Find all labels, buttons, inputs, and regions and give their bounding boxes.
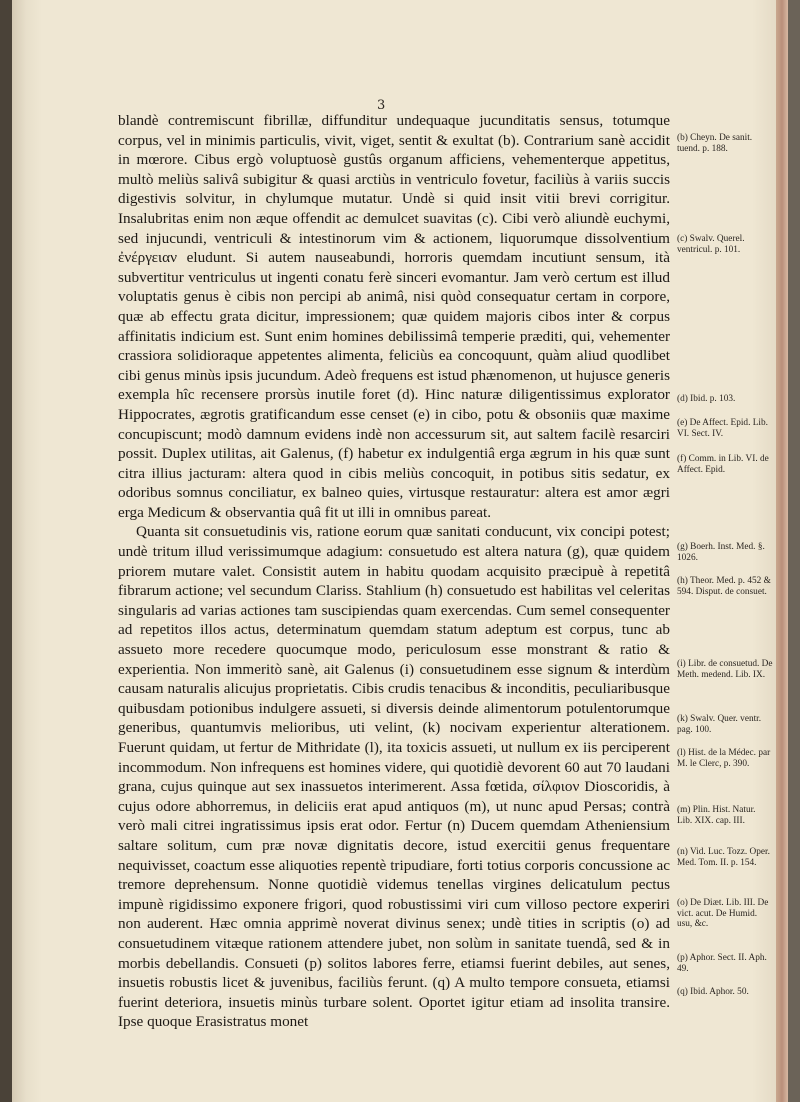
page-number: 3 [377, 98, 386, 113]
margin-note: (f) Comm. in Lib. VI. de Affect. Epid. [677, 454, 769, 475]
margin-note: (b) Cheyn. De sanit. tuend. p. 188. [677, 133, 753, 154]
margin-note: (q) Ibid. Aphor. 50. [677, 987, 749, 997]
paragraph-1: blandè contremiscunt fibrillæ, diffunditur undequaque jucunditatis sensus, totumque corpus, vel in minimis particulis, vivit, viget, sentit & exultat (b). Contrarium sanè accidit in mœrore. Cibus ergò voluptuosè gustûs organum afficiens, vehementerque appetitus, multò meliùs salivâ subigitur & quasi arctiùs in ventriculo fovetur, faciliùs à variis succis digestivis solvitur, in chylumque mutatur. Undè si quid insit vitii brevi corrigitur. Insalubritas enim non æque offendit ac demulcet suavitas (c). Cibi verò aliundè euchymi, sed injucundi, ventriculi & intestinorum vim & actionem, liquorumque dissolventium ἐνέργειαν eludunt. Si autem nauseabundi, horroris quemdam incutiunt sensum, ità subvertitur ventriculus ut ingenti conatu ferè sinceri evomantur. Jam verò certum est illud voluptatis genus è cibis non percipi ab animâ, nisi quòd consequatur certam in corpore, quæ ab effectu grata dicitur, impressionem; quæ quidem majoris cibos inter & corpus affinitatis indicium est. Sunt enim homines debilissimâ temperie præditi, qui, vehementer crassiora solidioraque appetentes alimenta, feliciùs ea concoquunt, quàm aliud quodlibet cibi genus minùs ipsis jucundum. Adeò frequens est istud phænomenon, ut hujusce generis exempla hîc recensere prorsùs inutile foret (d). Hinc naturæ diligentissimus explorator Hippocrates, ægrotis gratificandum esse censet (e) in cibo, potu & obsoniis quæ maxime concupiscunt; modò damnum evidens indè non accessurum sit, aut saltem facilè resarciri possit. Duplex utilitas, ait Galenus, (f) habetur ex indulgentiâ erga ægrum in his quæ sunt citra illius jacturam: altera quod in cibis meliùs concoquit, in potibus sitis sedatur, ex odoribus somnus conciliatur, ex balneo quies, virtusque restauratur: altera est amor ægri erga Medicum & observantia quâ fit ut illi in omnibus pareat. [118, 112, 670, 521]
margin-note: (m) Plin. Hist. Natur. Lib. XIX. cap. III. [677, 805, 756, 826]
margin-note: (p) Aphor. Sect. II. Aph. 49. [677, 953, 767, 974]
margin-note: (d) Ibid. p. 103. [677, 394, 736, 404]
main-text [118, 111, 670, 1032]
margin-note: (h) Theor. Med. p. 452 & 594. Disput. de consuet. [677, 576, 771, 597]
margin-note: (e) De Affect. Epid. Lib. VI. Sect. IV. [677, 418, 768, 439]
margin-note: (c) Swalv. Querel. ventricul. p. 101. [677, 234, 745, 255]
book-spine-shadow [0, 0, 12, 1102]
margin-note: (g) Boerh. Inst. Med. §. 1026. [677, 542, 765, 563]
margin-note: (o) De Diæt. Lib. III. De vict. acut. De Humid. usu, &c. [677, 898, 769, 930]
margin-note: (i) Libr. de consuetud. De Meth. medend. Lib. IX. [677, 659, 773, 680]
margin-note: (k) Swalv. Quer. ventr. pag. 100. [677, 714, 762, 735]
margin-note: (l) Hist. de la Médec. par M. le Clerc, p. 390. [677, 748, 771, 769]
margin-note: (n) Vid. Luc. Tozz. Oper. Med. Tom. II. p. 154. [677, 847, 770, 868]
paragraph-2: Quanta sit consuetudinis vis, ratione eorum quæ sanitati conducunt, vix concipi potest; undè tritum illud verissimumque adagium: consuetudo est altera natura (g), quæ quidem priorem mutare valet. Consistit autem in habitu quodam acquisito præcipuè à repetitâ fibrarum actione; vel secundum Clariss. Stahlium (h) consuetudo est habilitas vel celeritas singularis ad varias actiones tam suscipiendas quam exercendas. Cum semel consequenter ad repetitos illos actus, determinatum quemdam statum adeptum est corpus, tunc ab assueto more recedere quocumque modo, periculosum esse monstrant & ratio & experientia. Non immeritò sanè, ait Galenus (i) consuetudinem esse signum & interdùm causam naturalis alicujus proprietatis. Cibis crudis tenacibus & inconditis, peculiaribusque quibusdam potionibus indulgere assueti, si diversis deinde alimentorum potulentorumque generibus, quantumvis melioribus, uti velint, (k) nocivam experientur alterationem. Fuerunt quidam, ut fertur de Mithridate (l), ita toxicis assueti, ut nullum ex iis perciperent incommodum. Non infrequens est homines videre, qui quotidiè devorent 60 aut 70 laudani grana, cujus quinque aut sex inassuetos interimerent. Assa fœtida, σίλφιον Dioscoridis, à cujus odore abhorremus, in deliciis erat apud antiquos (m), ut nunc apud Persas; contrà verò mali citrei ingratissimus ipsis erat odor. Fertur (n) Ducem quemdam Atheniensium saltare solitum, cum præ novæ dignitatis decore, istud exercitii genus frequentare nequivisset, coactum esse aliquoties repentè tripudiare, forti totius corporis concussione ac tremore deprehensum. Nonne quotidiè videmus tenellas virgines delicatulum pectus impunè rigidissimo exponere frigori, quod robustissimi viri cum villoso pectore experiri non auderent. Hæc omnia apprimè noverat divinus senex; undè tities in scriptis (o) ad consuetudinem vitæque rationem attendere jubet, non solùm in sanitate tuendâ, sed & in morbis debellandis. Consueti (p) solitos labores ferre, etiamsi fuerint debiles, aut senes, insuetis robustis licet & juvenibus, faciliùs ferunt. (q) A multo tempore consueta, etiamsi fuerint deteriora, insuetis minùs turbare solent. Oportet igitur etiam ad insolita transire. Ipse quoque Erasistratus monet [118, 523, 670, 1031]
page-edge [776, 0, 788, 1102]
